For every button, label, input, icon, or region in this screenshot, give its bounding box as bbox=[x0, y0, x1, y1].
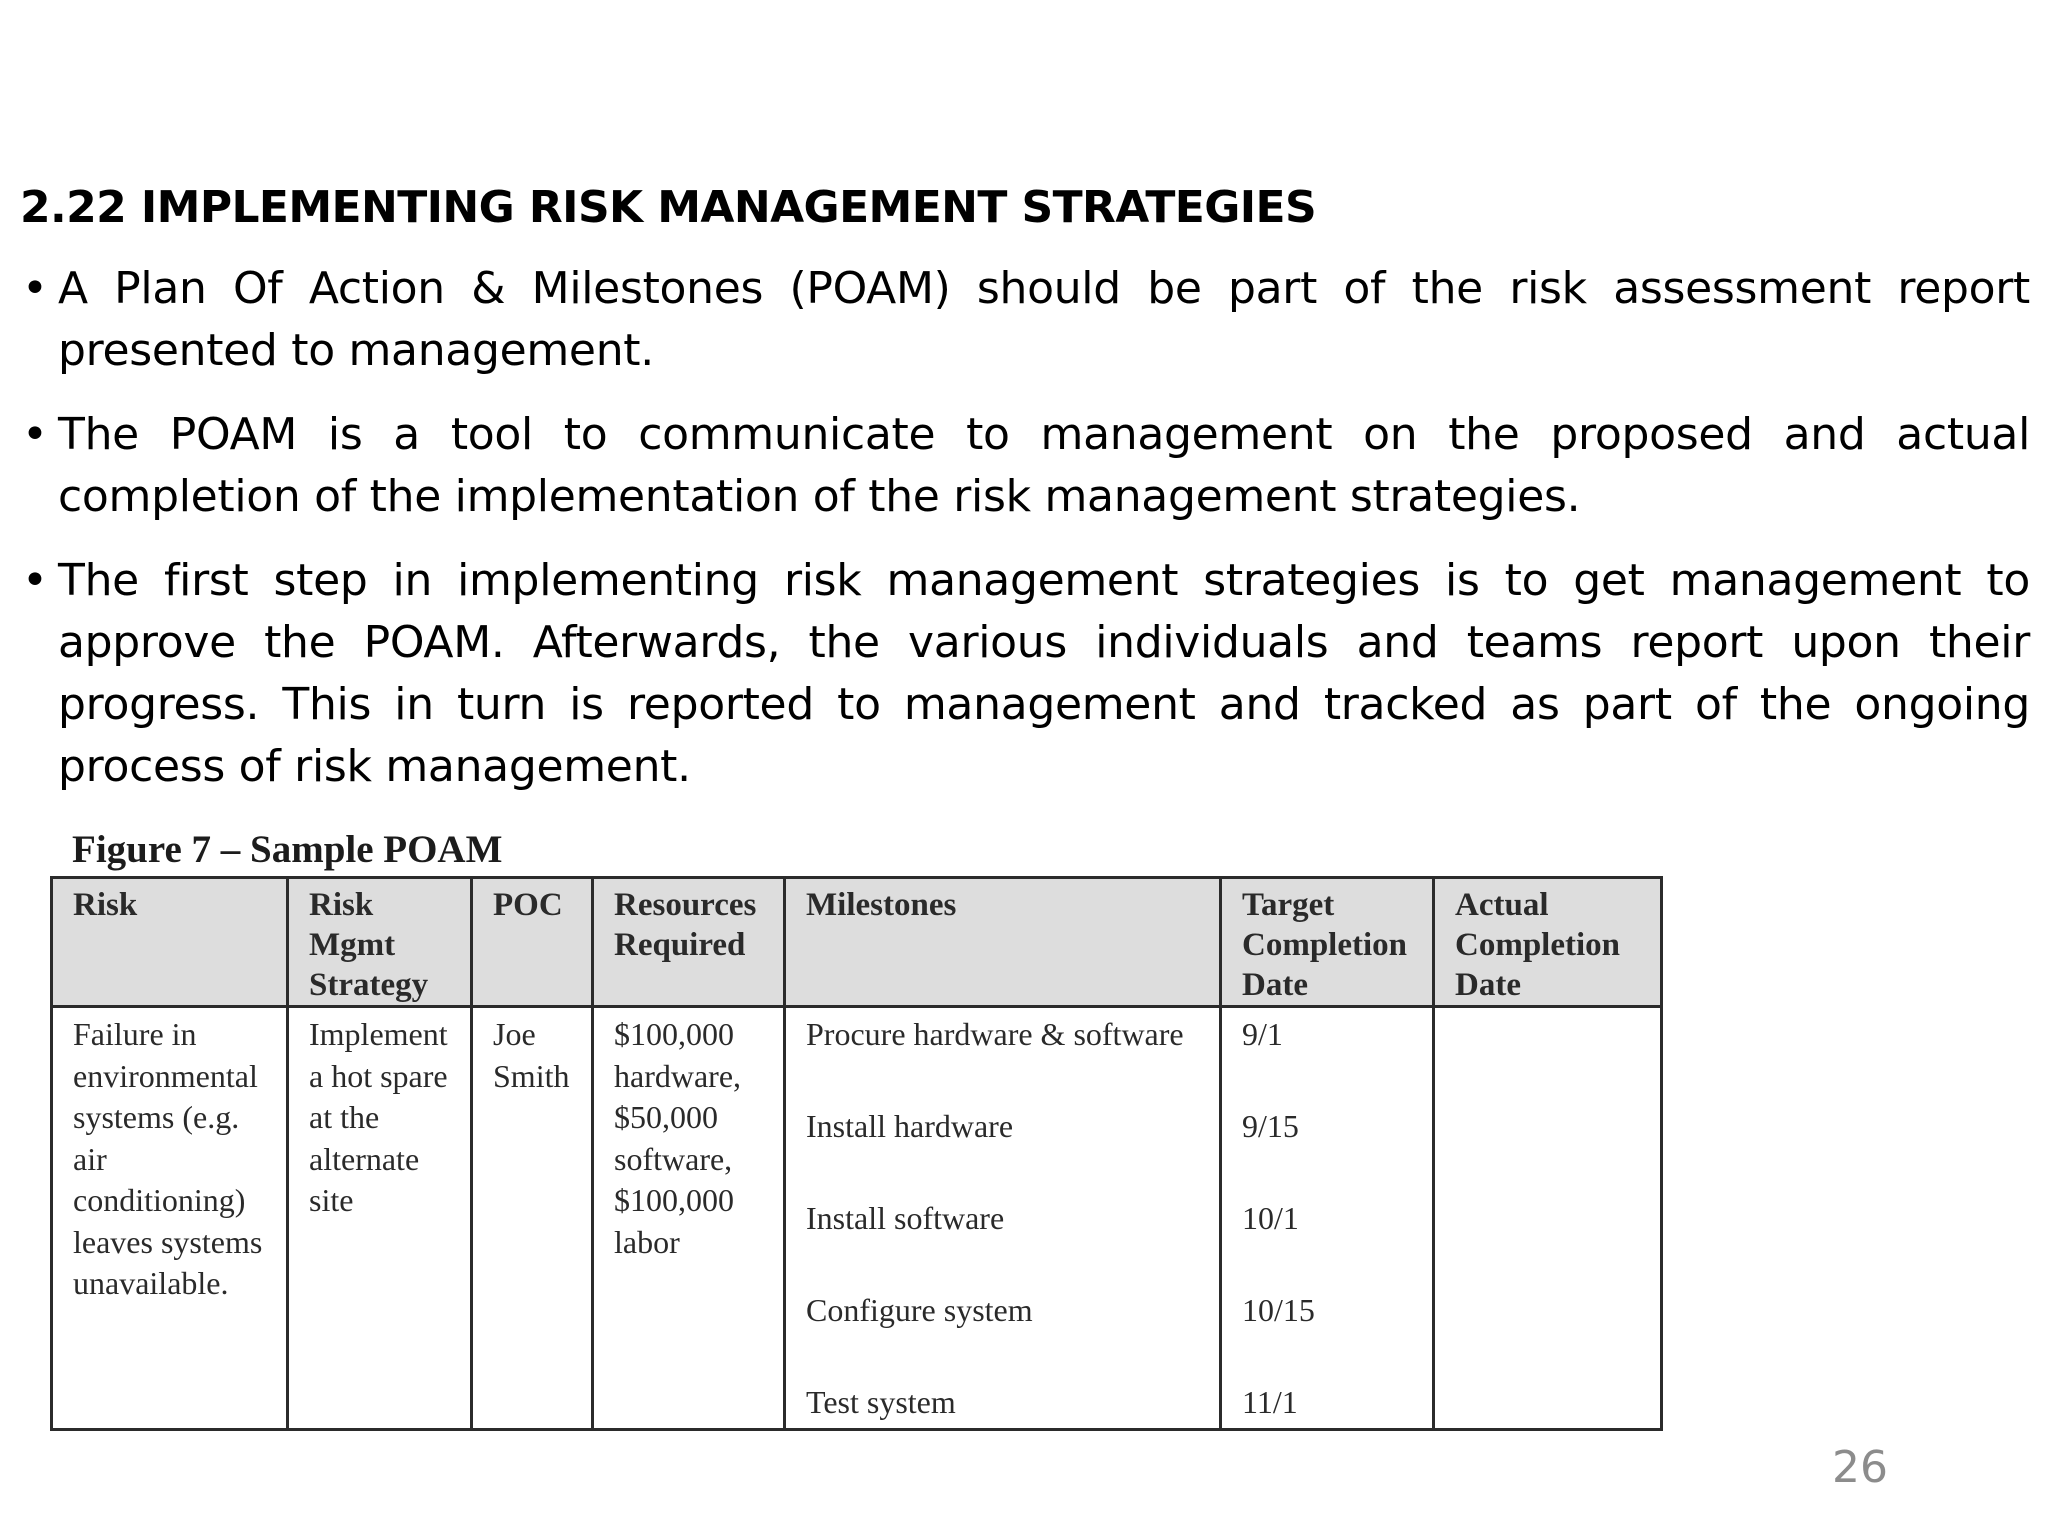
bullet-icon: • bbox=[22, 555, 48, 606]
header-risk-mgmt-strategy: Risk Mgmt Strategy bbox=[288, 878, 472, 1007]
cell-poc: Joe Smith bbox=[472, 1007, 593, 1430]
header-milestones: Milestones bbox=[785, 878, 1221, 1007]
cell-resources: $100,000 hardware, $50,000 software, $100,000 labor bbox=[593, 1007, 785, 1430]
cell-actual-date bbox=[1434, 1007, 1662, 1430]
page-number: 26 bbox=[1832, 1442, 1888, 1493]
header-poc: POC bbox=[472, 878, 593, 1007]
poam-table bbox=[50, 876, 1663, 1431]
bullet-item bbox=[22, 550, 2030, 798]
bullet-text: The POAM is a tool to communicate to management on the proposed and actual completion of the implementation of the risk management strategies. bbox=[58, 409, 2030, 522]
target-date: 9/1 bbox=[1242, 1016, 1283, 1052]
bullet-icon: • bbox=[22, 263, 48, 314]
figure-caption: Figure 7 – Sample POAM bbox=[72, 828, 503, 871]
header-risk: Risk bbox=[52, 878, 288, 1007]
target-date: 10/1 bbox=[1242, 1200, 1299, 1236]
cell-strategy: Implement a hot spare at the alternate site bbox=[288, 1007, 472, 1430]
cell-risk: Failure in environmental systems (e.g. air conditioning) leaves systems unavailable. bbox=[52, 1007, 288, 1430]
milestone-item: Install hardware bbox=[806, 1108, 1014, 1144]
slide-title: 2.22 IMPLEMENTING RISK MANAGEMENT STRATEGIES bbox=[20, 182, 1317, 233]
bullet-item bbox=[22, 258, 2030, 382]
bullet-text: The first step in implementing risk management strategies is to get management to approve the POAM. Afterwards, the various individuals and teams report upon their progress. This in turn is reported to management and tracked as part of the ongoing process of risk management. bbox=[58, 555, 2030, 792]
target-date: 9/15 bbox=[1242, 1108, 1299, 1144]
milestone-item: Configure system bbox=[806, 1292, 1033, 1328]
cell-target-dates bbox=[1221, 1007, 1434, 1430]
bullet-icon: • bbox=[22, 409, 48, 460]
cell-milestones bbox=[785, 1007, 1221, 1430]
table-header-row bbox=[52, 878, 1662, 1007]
header-resources-required: Resources Required bbox=[593, 878, 785, 1007]
bullet-list bbox=[22, 258, 2030, 820]
header-actual-completion-date: Actual Completion Date bbox=[1434, 878, 1662, 1007]
header-target-completion-date: Target Completion Date bbox=[1221, 878, 1434, 1007]
bullet-text: A Plan Of Action & Milestones (POAM) should be part of the risk assessment report presented to management. bbox=[58, 263, 2030, 376]
target-date: 11/1 bbox=[1242, 1384, 1298, 1420]
table-row bbox=[52, 1007, 1662, 1430]
milestone-item: Procure hardware & software bbox=[806, 1016, 1184, 1052]
milestone-item: Test system bbox=[806, 1384, 956, 1420]
bullet-item bbox=[22, 404, 2030, 528]
target-date: 10/15 bbox=[1242, 1292, 1315, 1328]
milestone-item: Install software bbox=[806, 1200, 1005, 1236]
